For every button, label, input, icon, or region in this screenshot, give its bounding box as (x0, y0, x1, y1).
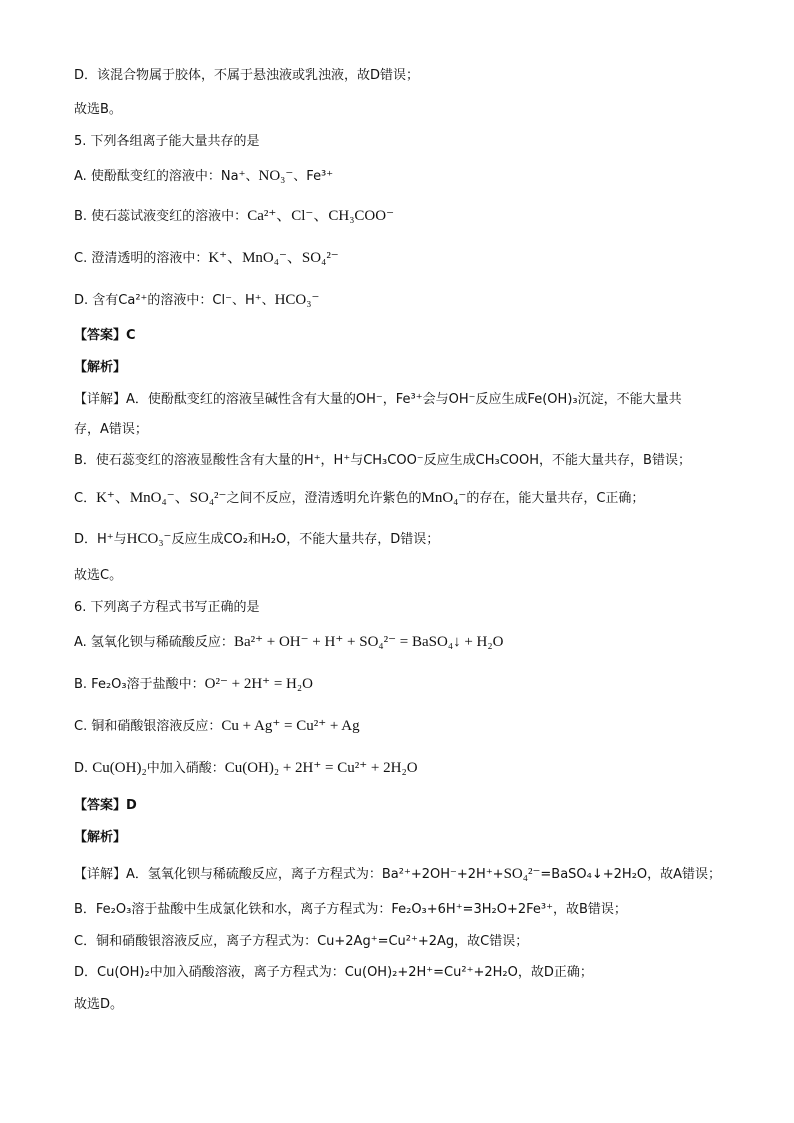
formula-no3: NO₃⁻ (258, 168, 294, 184)
explanation-text: 的存在，能大量共存，C正确； (466, 491, 645, 506)
option-5d (74, 290, 319, 311)
option-5b (74, 206, 394, 227)
explanation-line: D．Cu(OH)₂中加入硝酸溶液，离子方程式为：Cu(OH)₂+2H⁺=Cu²⁺+2H₂O，故D正确； (74, 965, 593, 980)
formula-c-ions: K⁺、MnO₄⁻、SO₄²⁻ (96, 490, 227, 506)
option-5a (74, 166, 333, 187)
option-6a (74, 632, 503, 653)
text-line: 故选C。 (74, 568, 123, 583)
formula-opt-c: K⁺、MnO₄⁻、SO₄²⁻ (208, 250, 339, 266)
explanation-text: =BaSO₄↓+2H₂O，故A错误； (540, 867, 722, 882)
option-6b (74, 674, 313, 695)
option-text: C. 澄清透明的溶液中： (74, 251, 209, 266)
analysis-label: 【解析】 (74, 360, 127, 375)
formula-hco3: HCO₃⁻ (274, 292, 320, 308)
formula-so4: SO₄²⁻ (503, 866, 541, 882)
explanation-text: C． (74, 491, 97, 506)
explanation-line: B．使石蕊变红的溶液显酸性含有大量的H⁺，H⁺与CH₃COO⁻反应生成CH₃COOH，不能大量共存，B错误； (74, 453, 691, 468)
explanation-line: 【详解】A．使酚酞变红的溶液呈碱性含有大量的OH⁻，Fe³⁺会与OH⁻反应生成Fe(OH)₃沉淀，不能大量共 (74, 392, 682, 407)
answer-label: 【答案】D (74, 798, 137, 813)
explanation-text: 之间不反应，澄清透明允许紫色的 (226, 491, 422, 506)
formula-eq-b: O²⁻ + 2H⁺ = H₂O (204, 676, 313, 692)
text-line: 故选D。 (74, 997, 124, 1012)
explanation-line: C．铜和硝酸银溶液反应，离子方程式为：Cu+2Ag⁺=Cu²⁺+2Ag，故C错误； (74, 934, 529, 949)
option-text: D. (74, 761, 89, 776)
formula-eq-c: Cu + Ag⁺ = Cu²⁺ + Ag (221, 718, 360, 734)
option-text: B. Fe₂O₃溶于盐酸中： (74, 677, 205, 692)
option-6c (74, 716, 360, 737)
formula-mno4: MnO₄⁻ (421, 490, 467, 506)
explanation-text: 【详解】A．氢氧化钡与稀硫酸反应，离子方程式为：Ba²⁺+2OH⁻+2H⁺+ (74, 867, 504, 882)
text-line: 故选B。 (74, 102, 122, 117)
formula-eq-d: Cu(OH)₂ + 2H⁺ = Cu²⁺ + 2H₂O (224, 760, 418, 776)
option-text: D. 含有Ca²⁺的溶液中：Cl⁻、H⁺、 (74, 293, 275, 308)
question-6-title: 6. 下列离子方程式书写正确的是 (74, 600, 260, 615)
explanation-text: D．H⁺与 (74, 532, 127, 547)
explanation-line: B．Fe₂O₃溶于盐酸中生成氯化铁和水，离子方程式为：Fe₂O₃+6H⁺=3H₂O+2Fe³⁺，故B错误； (74, 902, 627, 917)
explanation-line (74, 488, 644, 509)
option-6d (74, 758, 418, 779)
formula-cuoh2: Cu(OH)₂ (92, 760, 147, 776)
option-text: A. 氢氧化钡与稀硫酸反应： (74, 635, 234, 650)
option-text: B. 使石蕊试液变红的溶液中： (74, 209, 248, 224)
explanation-text: 反应生成CO₂和H₂O，不能大量共存，D错误； (171, 532, 440, 547)
option-text: 中加入硝酸： (146, 761, 225, 776)
formula-opt-b: Ca²⁺、Cl⁻、CH₃COO⁻ (247, 208, 395, 224)
option-text: C. 铜和硝酸银溶液反应： (74, 719, 222, 734)
explanation-line: 存，A错误； (74, 422, 148, 437)
analysis-label: 【解析】 (74, 830, 127, 845)
answer-label: 【答案】C (74, 328, 136, 343)
question-5-title: 5. 下列各组离子能大量共存的是 (74, 134, 260, 149)
formula-hco3-b: HCO₃⁻ (126, 531, 172, 547)
option-5c (74, 248, 339, 269)
explanation-line (74, 529, 439, 550)
formula-eq-a: Ba²⁺ + OH⁻ + H⁺ + SO₄²⁻ = BaSO₄↓ + H₂O (233, 634, 504, 650)
text-line: D．该混合物属于胶体，不属于悬浊液或乳浊液，故D错误； (74, 68, 420, 83)
option-text: 、Fe³⁺ (293, 169, 334, 184)
explanation-line (74, 864, 721, 885)
option-text: A. 使酚酞变红的溶液中：Na⁺、 (74, 169, 259, 184)
